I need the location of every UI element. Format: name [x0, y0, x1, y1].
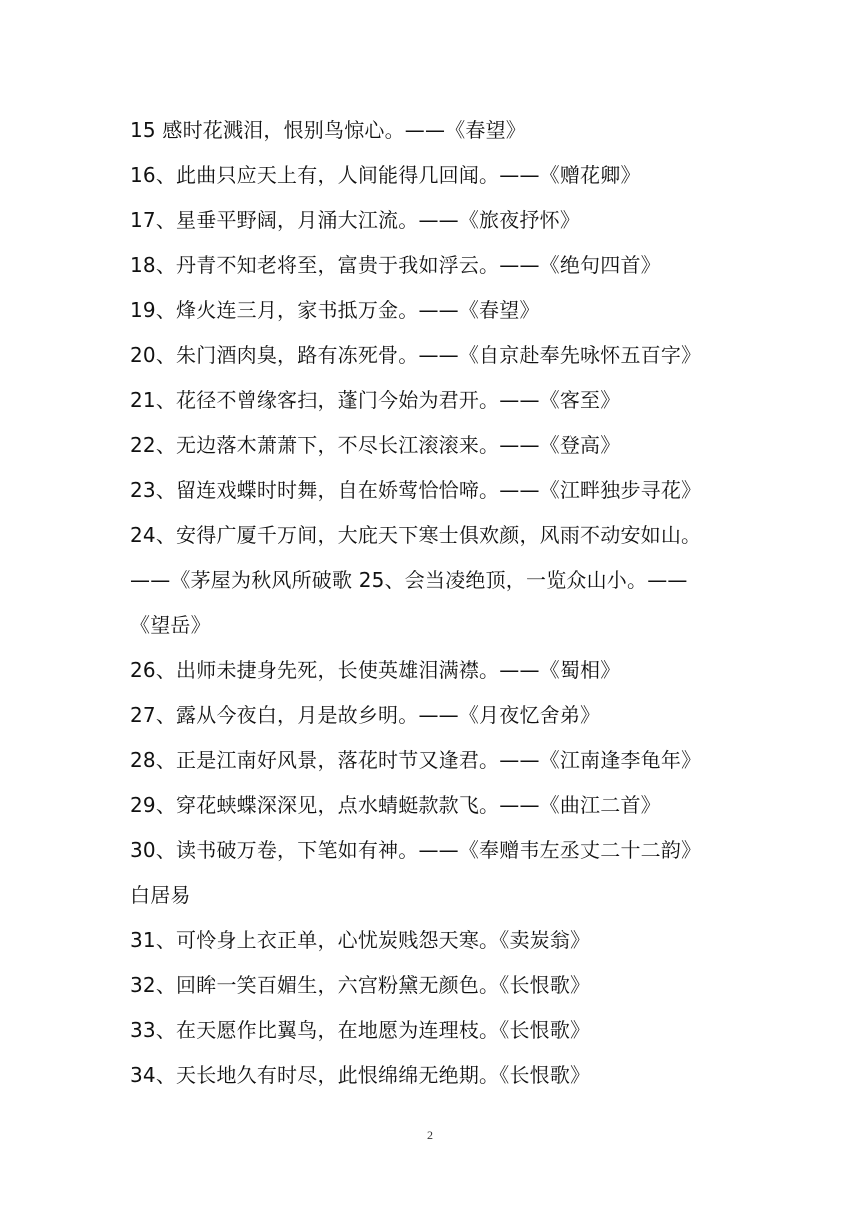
page-number: 2: [427, 1128, 433, 1142]
quote-line-31: 31、可怜身上衣正单，心忧炭贱怨天寒。《卖炭翁》: [130, 928, 591, 952]
quote-line-29: 29、穿花蛱蝶深深见，点水蜻蜓款款飞。——《曲江二首》: [130, 793, 661, 817]
quote-line-30: 30、读书破万卷，下笔如有神。——《奉赠韦左丞丈二十二韵》: [130, 838, 702, 862]
quote-line-33: 33、在天愿作比翼鸟，在地愿为连理枝。《长恨歌》: [130, 1018, 591, 1042]
quote-line-28: 28、正是江南好风景，落花时节又逢君。——《江南逢李龟年》: [130, 748, 702, 772]
quote-line-27: 27、露从今夜白，月是故乡明。——《月夜忆舍弟》: [130, 703, 601, 727]
quote-line-24-continued: ——《茅屋为秋风所破歌 25、会当凌绝顶，一览众山小。——: [130, 568, 688, 592]
poem-quote-list: [130, 108, 740, 1098]
quote-line-22: 22、无边落木萧萧下，不尽长江滚滚来。——《登高》: [130, 433, 621, 457]
quote-line-18: 18、丹青不知老将至，富贵于我如浮云。——《绝句四首》: [130, 253, 661, 277]
quote-line-15: 15 感时花溅泪，恨别鸟惊心。——《春望》: [130, 118, 527, 142]
quote-line-24: 24、安得广厦千万间，大庇天下寒士俱欢颜，风雨不动安如山。: [130, 523, 702, 547]
quote-line-34: 34、天长地久有时尽，此恨绵绵无绝期。《长恨歌》: [130, 1063, 591, 1087]
quote-line-19: 19、烽火连三月，家书抵万金。——《春望》: [130, 298, 540, 322]
quote-line-23: 23、留连戏蝶时时舞，自在娇莺恰恰啼。——《江畔独步寻花》: [130, 478, 702, 502]
quote-line-21: 21、花径不曾缘客扫，蓬门今始为君开。——《客至》: [130, 388, 621, 412]
quote-line-26: 26、出师未捷身先死，长使英雄泪满襟。——《蜀相》: [130, 658, 621, 682]
quote-line-32: 32、回眸一笑百媚生，六宫粉黛无颜色。《长恨歌》: [130, 973, 591, 997]
quote-line-20: 20、朱门酒肉臭，路有冻死骨。——《自京赴奉先咏怀五百字》: [130, 343, 702, 367]
quote-line-25-source: 《望岳》: [130, 613, 211, 637]
quote-line-17: 17、星垂平野阔，月涌大江流。——《旅夜抒怀》: [130, 208, 581, 232]
quote-line-16: 16、此曲只应天上有，人间能得几回闻。——《赠花卿》: [130, 163, 641, 187]
author-heading: 白居易: [130, 883, 191, 907]
